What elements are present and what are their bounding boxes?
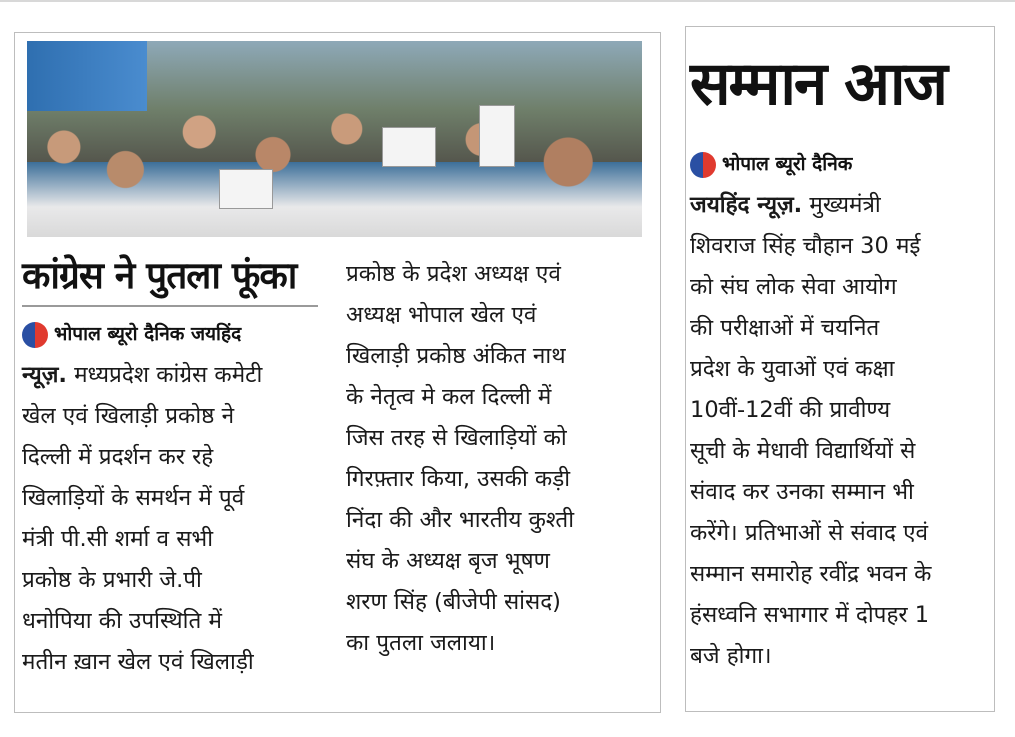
- text-line: के नेतृत्व मे कल दिल्ली में: [346, 384, 552, 410]
- text-line: सम्मान समारोह रवींद्र भवन के: [690, 561, 932, 587]
- text-line: [690, 185, 990, 226]
- photo-crowd: [27, 87, 642, 237]
- text-line: बजे होगा।: [690, 643, 772, 669]
- headline-rule: [22, 305, 318, 307]
- text-line: खिलाड़ी प्रकोष्ठ अंकित नाथ: [346, 343, 566, 369]
- photo-placard: [479, 105, 515, 167]
- text-line: शिवराज सिंह चौहान 30 मई: [690, 233, 921, 259]
- text-line-rest: मुख्यमंत्री: [802, 192, 881, 218]
- article-column-1: [22, 314, 332, 683]
- byline: भोपाल ब्यूरो दैनिक जयहिंद: [54, 323, 242, 345]
- article-column-2: [346, 254, 646, 664]
- lead-word: न्यूज़.: [22, 362, 67, 388]
- text-line: मतीन ख़ान खेल एवं खिलाड़ी: [22, 649, 254, 675]
- text-line: संवाद कर उनका सम्मान भी: [690, 479, 914, 505]
- text-line: को संघ लोक सेवा आयोग: [690, 274, 897, 300]
- lead-word: जयहिंद न्यूज़.: [690, 192, 803, 218]
- flag-icon: [690, 152, 716, 178]
- text-line: खेल एवं खिलाड़ी प्रकोष्ठ ने: [22, 403, 235, 429]
- text-line: की परीक्षाओं में चयनित: [690, 315, 880, 341]
- text-line: अध्यक्ष भोपाल खेल एवं: [346, 302, 537, 328]
- text-line: हंसध्वनि सभागार में दोपहर 1: [690, 602, 930, 628]
- headline-congress: कांग्रेस ने पुतला फूंका: [22, 254, 297, 297]
- text-line: सूची के मेधावी विद्यार्थियों से: [690, 438, 916, 464]
- photo-placard: [219, 169, 273, 209]
- article-column-3: [690, 144, 990, 677]
- text-line: मंत्री पी.सी शर्मा व सभी: [22, 526, 214, 552]
- text-line: प्रकोष्ठ के प्रदेश अध्यक्ष एवं: [346, 261, 561, 287]
- news-photo: [27, 41, 642, 237]
- text-line: [22, 355, 332, 396]
- text-line: का पुतला जलाया।: [346, 630, 496, 656]
- text-line: गिरफ़्तार किया, उसकी कड़ी: [346, 466, 571, 492]
- text-line: संघ के अध्यक्ष बृज भूषण: [346, 548, 550, 574]
- byline-row: [22, 314, 332, 355]
- text-line-rest: मध्यप्रदेश कांग्रेस कमेटी: [66, 362, 263, 388]
- headline-samman: सम्मान आज: [690, 49, 946, 119]
- byline: भोपाल ब्यूरो दैनिक: [722, 153, 853, 175]
- flag-icon: [22, 322, 48, 348]
- text-line: दिल्ली में प्रदर्शन कर रहे: [22, 444, 214, 470]
- text-line: प्रकोष्ठ के प्रभारी जे.पी: [22, 567, 202, 593]
- text-line: निंदा की और भारतीय कुश्ती: [346, 507, 575, 533]
- text-line: 10वीं-12वीं की प्रावीण्य: [690, 397, 891, 423]
- text-line: शरण सिंह (बीजेपी सांसद): [346, 589, 561, 615]
- text-line: धनोपिया की उपस्थिति में: [22, 608, 222, 634]
- byline-row: [690, 144, 990, 185]
- photo-placard: [382, 127, 436, 167]
- text-line: करेंगे। प्रतिभाओं से संवाद एवं: [690, 520, 929, 546]
- text-line: खिलाड़ियों के समर्थन में पूर्व: [22, 485, 245, 511]
- text-line: प्रदेश के युवाओं एवं कक्षा: [690, 356, 895, 382]
- top-rule: [0, 0, 1015, 2]
- text-line: जिस तरह से खिलाड़ियों को: [346, 425, 567, 451]
